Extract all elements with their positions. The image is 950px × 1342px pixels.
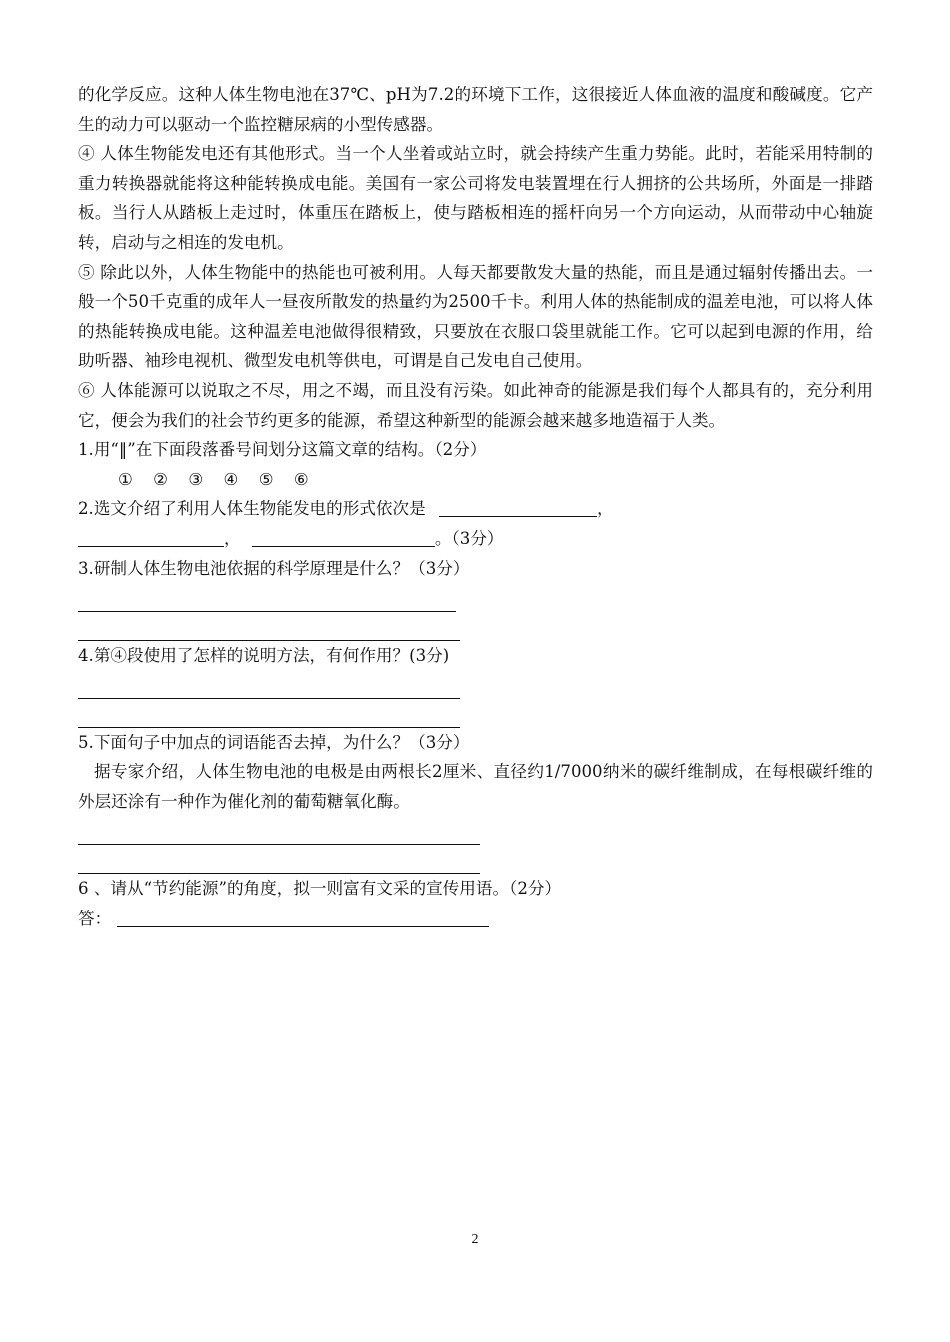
marker-6[interactable]: ⑥: [293, 469, 309, 489]
answer-line-5a[interactable]: [78, 817, 480, 846]
page-number: 2: [471, 1232, 479, 1247]
question-4: 4.第④段使用了怎样的说明方法，有何作用？(3分): [78, 645, 450, 665]
question-2-text: 2.选文介绍了利用人体生物能发电的形式依次是: [78, 499, 426, 519]
question-5: 5.下面句子中加点的词语能否去掉，为什么？（3分）: [78, 732, 470, 752]
answer-blank-2b[interactable]: [78, 528, 224, 547]
answer-blank-2a[interactable]: [439, 498, 597, 517]
answer-line-5b[interactable]: [78, 845, 480, 874]
marker-5[interactable]: ⑤: [258, 469, 274, 489]
paragraph-4: ④ 人体生物能发电还有其他形式。当一个人坐着或站立时，就会持续产生重力势能。此时，若能采用特制的重力转换器就能将这种能转换成电能。美国有一家公司将发电装置埋在行人拥挤的公共场所，外面是一排踏板。当行人从踏板上走过时，体重压在踏板上，使与踏板相连的摇杆向另一个方向运动，从而带动中心轴旋转，启动与之相连的发电机。: [78, 144, 873, 252]
marker-3[interactable]: ③: [188, 469, 204, 489]
answer-label: 答：: [78, 908, 112, 928]
comma: ，: [597, 499, 614, 519]
paragraph-5: ⑤ 除此以外，人体生物能中的热能也可被利用。人每天都要散发大量的热能，而且是通过辐射传播出去。一般一个50千克重的成年人一昼夜所散发的热量约为2500千卡。利用人体的热能制成的温差电池，可以将人体的热能转换成电能。这种温差电池做得很精致，只要放在衣服口袋里就能工作。它可以起到电源的作用，给助听器、袖珍电视机、微型发电机等供电，可谓是自己发电自己使用。: [78, 262, 873, 371]
marker-2[interactable]: ②: [153, 469, 169, 489]
answer-line-3a[interactable]: [78, 583, 456, 612]
paragraph-continued: 的化学反应。这种人体生物电池在37℃、pH为7.2的环境下工作，这很接近人体血液的温度和酸碱度。它产生的动力可以驱动一个监控糖尿病的小型传感器。: [78, 85, 873, 134]
paragraph-6: ⑥ 人体能源可以说取之不尽，用之不竭，而且没有污染。如此神奇的能源是我们每个人都具有的，充分利用它，便会为我们的社会节约更多的能源，希望这种新型的能源会越来越多地造福于人类。: [78, 380, 873, 430]
question-3: 3.研制人体生物电池依据的科学原理是什么？（3分）: [78, 558, 470, 578]
answer-line-4a[interactable]: [78, 670, 460, 699]
question-2: [78, 494, 873, 524]
question-2-end: 。（3分）: [434, 528, 504, 548]
question-6: 6 、请从“节约能源”的角度，拟一则富有文采的宣传用语。（2分）: [78, 879, 562, 899]
marker-1[interactable]: ①: [118, 469, 133, 489]
question-1-markers: [78, 465, 873, 495]
question-5-sentence: 据专家介绍，人体生物电池的电极是由两根长2厘米、直径约1/7000纳米的碳纤维制成，在每根碳纤维的外层还涂有一种作为催化剂的葡萄糖氧化酶。: [78, 762, 873, 812]
question-2-cont: [78, 524, 873, 554]
question-6-answer: [78, 904, 873, 934]
question-1: 1.用“‖”在下面段落番号间划分这篇文章的结构。（2分）: [78, 440, 487, 460]
answer-blank-6[interactable]: [117, 908, 489, 927]
answer-line-4b[interactable]: [78, 699, 460, 728]
answer-line-3b[interactable]: [78, 612, 460, 641]
answer-blank-2c[interactable]: [252, 528, 435, 547]
comma: ，: [224, 528, 241, 548]
marker-4[interactable]: ④: [223, 469, 239, 489]
document-page: [78, 80, 873, 933]
